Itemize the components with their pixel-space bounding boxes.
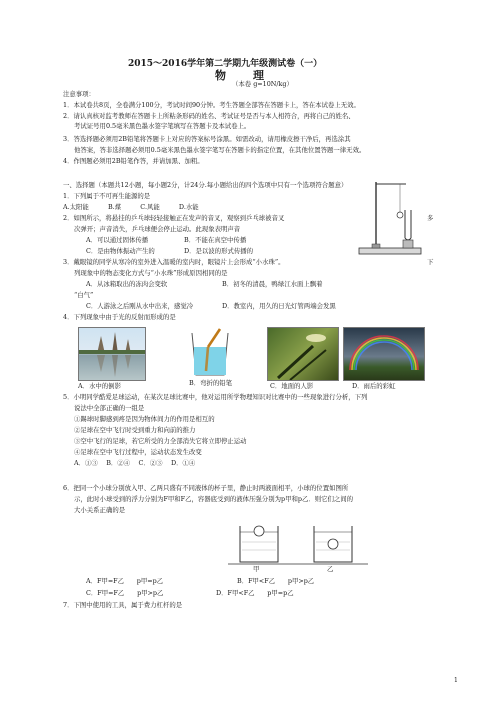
caption-d: D．雨后的彩虹	[352, 382, 396, 390]
tuning-fork-figure	[356, 178, 426, 260]
page-title: 2015～2016学年第二学期九年级测试卷（一）	[128, 59, 323, 69]
question-2-option-c: C．是由物体振动产生的	[86, 247, 155, 255]
question-5-stem-cont: 说法中全部正确的一组是	[74, 404, 145, 412]
subject-title: 物 理	[215, 69, 272, 82]
caption-c: C．地面的人影	[270, 382, 314, 390]
shadow-photo	[267, 327, 339, 381]
note-1: 1．本试卷共8页，全卷满分100分，考试时间90分钟。考生答题全部答在答题卡上，答在本试卷上无效。	[63, 101, 360, 109]
question-6-stem-end: 大小关系正确的是	[74, 506, 126, 514]
question-5-options: A．①③ B．②④ C．②③ D．①④	[74, 459, 196, 467]
question-1-options: A.太阳能 B.煤 C.风能 D.水能	[63, 203, 199, 211]
rainbow-photo	[343, 327, 425, 381]
question-3-option-a: A．从冰箱取出的冻肉会变软	[86, 280, 168, 288]
question-3-stem-tail: 下	[427, 258, 434, 266]
question-6-option-b: B．F甲<F乙 p甲>p乙	[237, 577, 315, 585]
containers-figure	[228, 518, 368, 570]
question-2-stem-cont: 次弹开；声音消失，乒乓球便会停止运动。此现象表明声音	[74, 225, 241, 233]
reflection-photo	[78, 327, 146, 381]
note-4: 4．作图题必须用2B铅笔作答，并请加黑、加粗。	[63, 157, 204, 165]
question-2-stem-tail: 多	[427, 214, 434, 222]
page-number: 1	[454, 677, 458, 684]
label-yi: 乙	[327, 565, 334, 573]
question-2-option-a: A．可以通过固体传播	[86, 236, 149, 244]
question-3-option-b-cont: “白气”	[74, 291, 94, 299]
question-3-option-d: D．教室内，用久的日光灯管两端会发黑	[222, 302, 336, 310]
question-5-statement-2: ②足球在空中飞行时受到重力和向前的推力	[74, 426, 196, 434]
question-3-stem: 3．戴眼镜的同学从寒冷的室外进入温暖的室内时，眼镜片上会形成“小水珠”。	[63, 258, 285, 266]
notes-heading: 注意事项：	[63, 90, 95, 98]
question-4-stem: 4．下列现象中由于光的反射而形成的是	[63, 313, 176, 321]
question-2-stem: 2．如图所示，将悬挂的乒乓球轻轻接触正在发声的音叉，观察到乒乓球被音叉	[63, 214, 285, 222]
question-6-stem-cont: 示，此时小球受到的浮力分别为F甲和F乙，容器底受到的液体压强分别为p甲和p乙．则它们之间的	[74, 495, 354, 503]
question-3-option-b: B．初冬的清晨，鸭绿江水面上飘着	[222, 280, 323, 288]
question-3-stem-cont: 列现象中的物态变化方式与“小水珠”形成原因相同的是	[74, 269, 228, 277]
question-3-option-c: C．人游泳之后刚从水中出来，感觉冷	[86, 302, 194, 310]
question-6-stem: 6．把同一个小球分别放入甲、乙两只盛有不同液体的杯子里，静止时两液面相平，小球的位置如图所	[63, 484, 349, 492]
gravity-note: （本卷 g=10N/kg）	[232, 80, 293, 88]
note-2b: 考试证号用0.5毫米黑色墨水签字笔填写在答题卡及本试卷上。	[74, 122, 251, 130]
question-2-option-d: D．是以波的形式传播的	[184, 247, 254, 255]
note-3a: 3．答选择题必须用2B铅笔将答题卡上对应的答案标号涂黑。如需改动，请用橡皮擦干净后，再选涂其	[63, 135, 351, 143]
question-5-statement-1: ①踢球时脚感到疼是因为物体间力的作用是相互的	[74, 415, 215, 423]
question-6-option-a: A．F甲=F乙 p甲=p乙	[86, 577, 164, 585]
question-5-statement-4: ④足球在空中飞行过程中，运动状态发生改变	[74, 448, 202, 456]
bent-pencil-figure	[184, 327, 236, 379]
question-5-stem: 5．小明同学酷爱足球运动，在某次足球比赛中，他对运用所学物理知识对比赛中的一些现象进行分析，下列	[63, 393, 368, 401]
question-2-option-b: B．不能在真空中传播	[184, 236, 247, 244]
question-7-stem: 7．下图中使用的工具，属于费力杠杆的是	[63, 601, 183, 609]
question-6-option-d: D．F甲<F乙 p甲=p乙	[216, 589, 294, 597]
caption-a: A．水中的倒影	[78, 382, 121, 390]
section-heading: 一、选择题（本题共12小题，每小题2分，计24分.每小题给出的四个选项中只有一个选项符合题意）	[63, 181, 348, 189]
question-1-stem: 1．下列属于不可再生能源的是	[63, 192, 151, 200]
question-5-statement-3: ③空中飞行的足球，若它所受的力全部消失它将立即停止运动	[74, 437, 247, 445]
question-6-option-c: C．F甲=F乙 p甲>p乙	[86, 589, 164, 597]
note-2a: 2．请认真核对监考教师在答题卡上所粘条形码的姓名、考试证号是否与本人相符合，再将自己的姓名、	[63, 112, 355, 120]
caption-b: B．弯折的铅笔	[189, 379, 233, 387]
label-jia: 甲	[253, 565, 260, 573]
note-3b: 他答案，答非选择题必须用0.5毫米黑色墨水签字笔写在答题卡的指定位置，在其他位置答题一律无效。	[74, 146, 366, 154]
